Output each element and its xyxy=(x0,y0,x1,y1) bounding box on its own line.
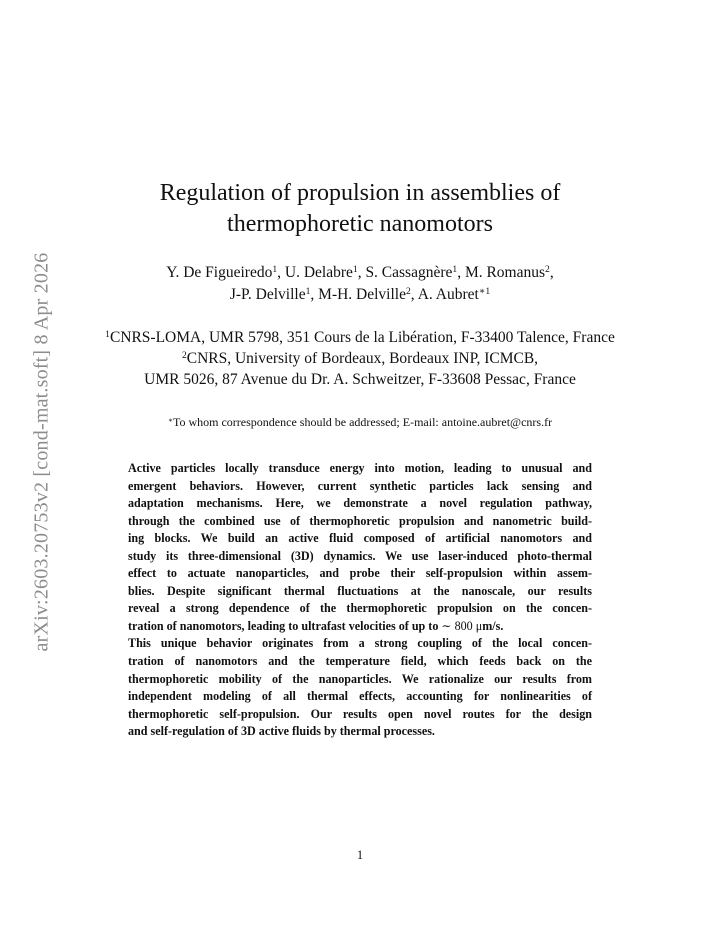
affiliation-text: CNRS, University of Bordeaux, Bordeaux INP, ICMCB, xyxy=(186,350,539,367)
author-affiliation-mark: 1 xyxy=(272,264,278,276)
velocity-value: ∼ 800 μ xyxy=(441,618,483,633)
author-name: M-H. Delville xyxy=(318,286,406,303)
title-line-2: thermophoretic nanomotors xyxy=(227,211,493,237)
author-line-1: Y. De Figueiredo$^1$, U. Delabre$^1$, S. Cassagnère$^1$, M. Romanus$^2$, xyxy=(166,264,554,281)
affiliation-2-line-2: UMR 5026, 87 Avenue du Dr. A. Schweitzer, F-33608 Pessac, France xyxy=(144,371,576,388)
author-affiliation-mark: 2 xyxy=(545,264,550,276)
author-name: A. Aubret xyxy=(417,286,479,303)
abstract-line: emergent behaviors. However, current synthetic particles lack sensing and xyxy=(128,478,592,493)
abstract-line: blies. Despite significant thermal fluctuations at the nanoscale, our results xyxy=(128,583,592,598)
abstract-line: tration of nanomotors and the temperature field, which feeds back on the xyxy=(128,654,592,669)
velocity-unit: m/s. xyxy=(482,618,504,633)
author-affiliation-mark: 1 xyxy=(305,286,311,298)
arxiv-identifier: arXiv:2603.20753v2 [cond-mat.soft] 8 Apr 2026 xyxy=(30,252,53,652)
author-name: U. Delabre xyxy=(284,264,353,281)
abstract xyxy=(128,460,592,741)
abstract-line: effect to actuate nanoparticles, and probe their self-propulsion within assem- xyxy=(128,566,592,581)
abstract-line: independent modeling of all thermal effects, accounting for nonlinearities of xyxy=(128,689,592,704)
abstract-line: thermophoretic self-propulsion. Our results open novel routes for the design xyxy=(128,706,592,721)
affiliation-1 xyxy=(0,327,720,348)
author-affiliation-mark: 1 xyxy=(352,264,358,276)
abstract-line: adaptation mechanisms. Here, we demonstrate a novel regulation pathway, xyxy=(128,496,592,511)
abstract-line: thermophoretic mobility of the nanoparticles. We rationalize our results from xyxy=(128,671,592,686)
correspondence-text: To whom correspondence should be addressed; E-mail: antoine.aubret@cnrs.fr xyxy=(172,415,553,429)
abstract-line: Active particles locally transduce energy into motion, leading to unusual and xyxy=(128,461,592,475)
abstract-line: tration of nanomotors, leading to ultrafast velocities of up to xyxy=(128,618,439,633)
author-affiliation-mark: 2 xyxy=(405,286,411,298)
author-affiliation-mark: 1 xyxy=(452,264,458,276)
abstract-line: through the combined use of thermophoretic propulsion and nanometric build- xyxy=(128,513,592,528)
page-number: 1 xyxy=(356,848,364,862)
author-name: M. Romanus xyxy=(464,264,546,281)
author-affiliation-mark: ∗1 xyxy=(478,286,491,298)
abstract-line: reveal a strong dependence of the thermophoretic propulsion on the concen- xyxy=(128,601,592,616)
author-name: J-P. Delville xyxy=(229,286,306,303)
title-line-1: Regulation of propulsion in assemblies of xyxy=(159,180,561,206)
abstract-line-velocity xyxy=(128,618,592,636)
author-name: S. Cassagnère xyxy=(365,264,453,281)
abstract-line: ing blocks. We build an active fluid composed of artificial nanomotors and xyxy=(128,531,592,546)
abstract-line: study its three-dimensional (3D) dynamics. We use laser-induced photo-thermal xyxy=(128,548,592,563)
abstract-line: This unique behavior originates from a strong coupling of the local concen- xyxy=(128,636,592,651)
affiliation-text: CNRS-LOMA, UMR 5798, 351 Cours de la Libération, F-33400 Talence, France xyxy=(109,329,615,346)
affiliation-mark: 2 xyxy=(181,350,187,362)
author-line-2: J-P. Delville$^1$, M-H. Delville$^2$, A. Aubret$^{∗1}$ xyxy=(229,286,491,303)
correspondence-mark: ∗ xyxy=(167,415,173,425)
author-list xyxy=(0,262,720,306)
correspondence-note xyxy=(0,414,720,430)
author-name: Y. De Figueiredo xyxy=(166,264,273,281)
affiliation-2 xyxy=(0,348,720,369)
paper-title xyxy=(0,178,720,240)
affiliations xyxy=(0,327,720,390)
affiliation-mark: 1 xyxy=(105,329,110,341)
abstract-line: and self-regulation of 3D active fluids by thermal processes. xyxy=(128,724,435,739)
